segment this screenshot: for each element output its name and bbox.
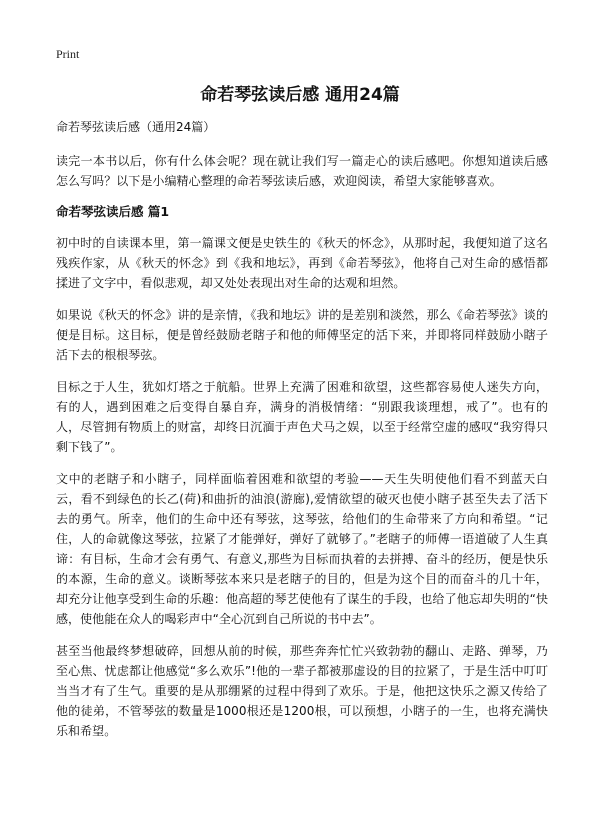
document-subtitle: 命若琴弦读后感（通用24篇）	[56, 120, 216, 134]
body-paragraph: 初中时的自读课本里，第一篇课文便是史铁生的《秋天的怀念》，从那时起，我便知道了这名残疾作家，从《秋天的怀念》到《我和地坛》，再到《命若琴弦》，他将自己对生命的感悟都揉进了文字中，看似悲观，却又处处表现出对生命的达观和坦然。	[56, 236, 548, 290]
body-paragraph: 甚至当他最终梦想破碎，回想从前的时候，那些奔奔忙忙兴致勃勃的翻山、走路、弹琴，乃至心焦、忧虑都让他感觉“多么欢乐”!他的一辈子都被那虚设的目的拉紧了，于是生活中叮叮当当才有了生气。重要的是从那绷紧的过程中得到了欢乐。于是，他把这快乐之源又传给了他的徒弟，不管琴弦的数量是1000根还是1200根，可以预想，小瞎子的一生，也将充满快乐和希望。	[56, 644, 548, 738]
print-link[interactable]: Print	[56, 47, 80, 61]
document-body	[56, 118, 548, 753]
body-paragraph: 目标之于人生，犹如灯塔之于航船。世界上充满了困难和欲望，这些都容易使人迷失方向，有的人，遇到困难之后变得自暴自弃，满身的消极情绪：“别跟我谈理想，戒了”。也有的人，尽管拥有物质上的财富，却终日沉湎于声色犬马之娱，以至于经常空虚的感叹“我穷得只剩下钱了”。	[56, 380, 548, 454]
body-paragraph: 文中的老瞎子和小瞎子，同样面临着困难和欲望的考验——天生失明使他们看不到蓝天白云，看不到绿色的长乙(荷)和曲折的油浪(游廊),爱情欲望的破灭也使小瞎子甚至失去了活下去的勇气。所幸，他们的生命中还有琴弦，这琴弦，给他们的生命带来了方向和希望。“记住，人的命就像这琴弦，拉紧了才能弹好，弹好了就够了。”老瞎子的师傅一语道破了人生真谛：有目标，生命才会有勇气、有意义,那些为目标而执着的去拼搏、奋斗的经历，便是快乐的本源，生命的意义。谈断琴弦本来只是老瞎子的目的，但是为这个目的而奋斗的几十年，却充分让他享受到生命的乐趣：他高超的琴艺使他有了谋生的手段，也给了他忘却失明的“快感，使他能在众人的喝彩声中“全心沉到自己所说的书中去”。	[56, 472, 548, 626]
intro-paragraph: 读完一本书以后，你有什么体会呢？现在就让我们写一篇走心的读后感吧。你想知道读后感怎么写吗？以下是小编精心整理的命若琴弦读后感，欢迎阅读，希望大家能够喜欢。	[56, 154, 548, 188]
body-paragraph: 如果说《秋天的怀念》讲的是亲情，《我和地坛》讲的是差别和淡然，那么《命若琴弦》谈的便是目标。这目标，便是曾经鼓励老瞎子和他的师傅坚定的活下来，并即将同样鼓励小瞎子活下去的根根琴弦。	[56, 308, 548, 362]
section-heading: 命若琴弦读后感 篇1	[56, 204, 170, 219]
document-title: 命若琴弦读后感 通用24篇	[200, 85, 400, 105]
